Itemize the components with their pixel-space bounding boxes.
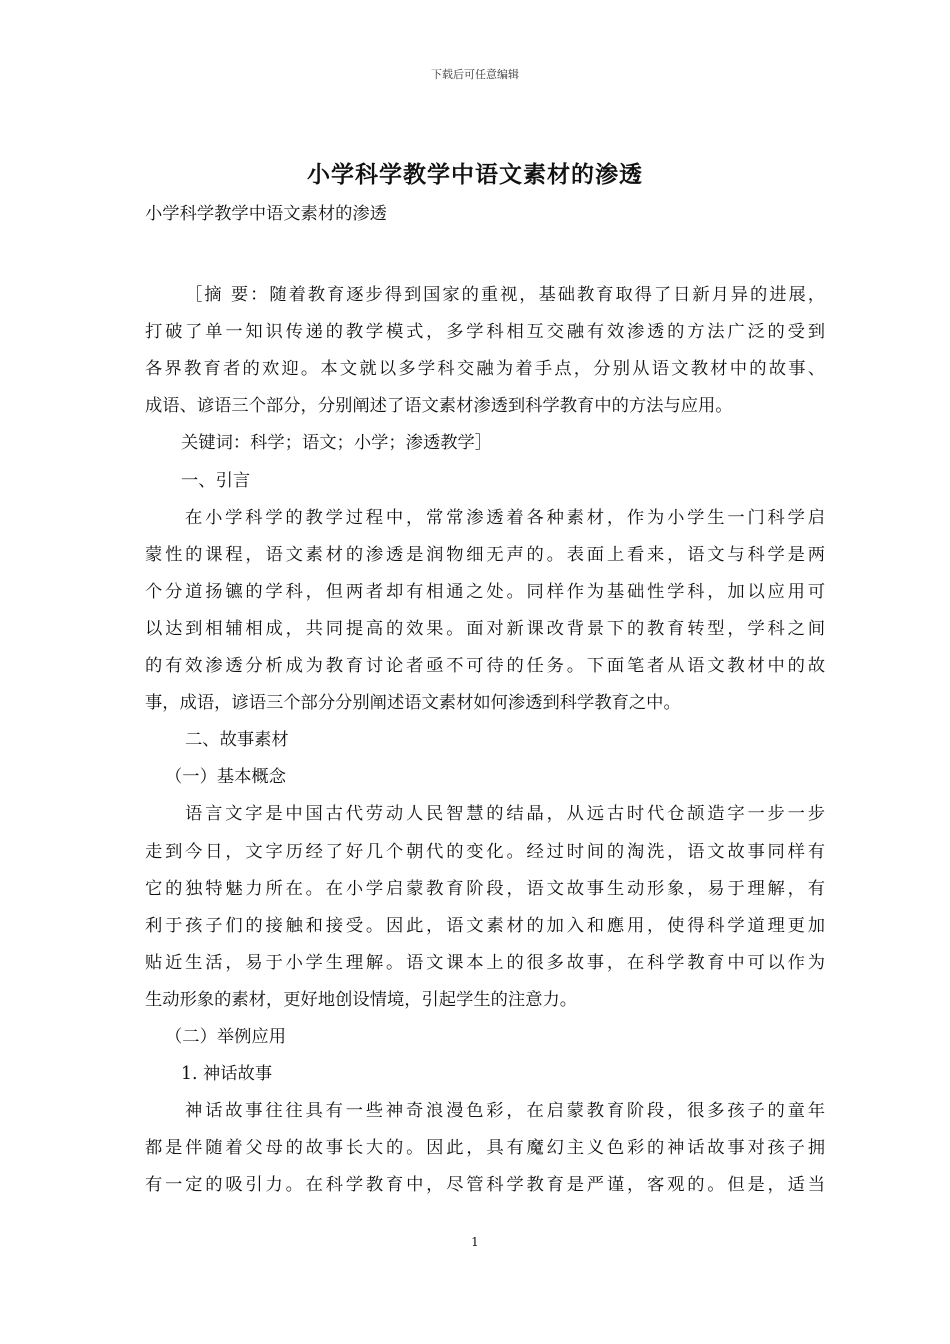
- document-body: [145, 196, 825, 1204]
- paragraph-line: 它的独特魅力所在。在小学启蒙教育阶段，语文故事生动形象，易于理解，有: [145, 878, 825, 899]
- paragraph-line: 的有效渗透分析成为教育讨论者亟不可待的任务。下面笔者从语文教材中的故: [145, 656, 825, 677]
- document-title: 小学科学教学中语文素材的渗透: [307, 161, 643, 188]
- heading-basic-concept: （一）基本概念: [165, 767, 286, 788]
- paragraph-line: 利于孩子们的接触和接受。因此，语文素材的加入和應用，使得科学道理更加: [145, 915, 825, 936]
- abstract-line: 各界教育者的欢迎。本文就以多学科交融为着手点，分别从语文教材中的故事、: [145, 359, 825, 380]
- heading-introduction: 一、引言: [181, 470, 251, 491]
- paragraph-line: 生动形象的素材，更好地创设情境，引起学生的注意力。: [145, 989, 578, 1010]
- abstract-line: 成语、谚语三个部分，分别阐述了语文素材渗透到科学教育中的方法与应用。: [145, 396, 733, 417]
- heading-story-material: 二、故事素材: [185, 730, 289, 751]
- paragraph-line: 在小学科学的教学过程中，常常渗透着各种素材，作为小学生一门科学启: [185, 507, 825, 528]
- spacer: [145, 233, 825, 277]
- paragraph-line: 贴近生活，易于小学生理解。语文课本上的很多故事，在科学教育中可以作为: [145, 952, 825, 973]
- paragraph-line: 蒙性的课程，语文素材的渗透是润物细无声的。表面上看来，语文与科学是两: [145, 544, 825, 565]
- paragraph-line: 都是伴随着父母的故事长大的。因此，具有魔幻主义色彩的神话故事对孩子拥: [145, 1138, 825, 1159]
- keywords: 关键词：科学；语文；小学；渗透教学］: [181, 433, 493, 454]
- paragraph-line: 以达到相辅相成，共同提高的效果。面对新课改背景下的教育转型，学科之间: [145, 618, 825, 639]
- heading-examples: （二）举例应用: [165, 1026, 286, 1047]
- abstract-line: ［摘 要：随着教育逐步得到国家的重视，基础教育取得了日新月异的进展，: [185, 285, 825, 306]
- paragraph-line: 事，成语，谚语三个部分分别阐述语文素材如何渗透到科学教育之中。: [145, 693, 681, 714]
- header-note: 下载后可任意编辑: [431, 68, 519, 81]
- paragraph-line: 有一定的吸引力。在科学教育中，尽管科学教育是严谨，客观的。但是，适当: [145, 1175, 825, 1196]
- paragraph-line: 神话故事往往具有一些神奇浪漫色彩，在启蒙教育阶段，很多孩子的童年: [185, 1101, 825, 1122]
- paragraph-line: 走到今日，文字历经了好几个朝代的变化。经过时间的淘洗，语文故事同样有: [145, 841, 825, 862]
- page-number: 1: [471, 1235, 479, 1249]
- subtitle: 小学科学教学中语文素材的渗透: [145, 204, 387, 224]
- paragraph-line: 个分道扬镳的学科，但两者却有相通之处。同样作为基础性学科，加以应用可: [145, 581, 825, 602]
- heading-myth-stories: 1. 神话故事: [181, 1064, 273, 1085]
- abstract-line: 打破了单一知识传递的教学模式，多学科相互交融有效渗透的方法广泛的受到: [145, 322, 825, 343]
- paragraph-line: 语言文字是中国古代劳动人民智慧的结晶，从远古时代仓颉造字一步一步: [185, 804, 825, 825]
